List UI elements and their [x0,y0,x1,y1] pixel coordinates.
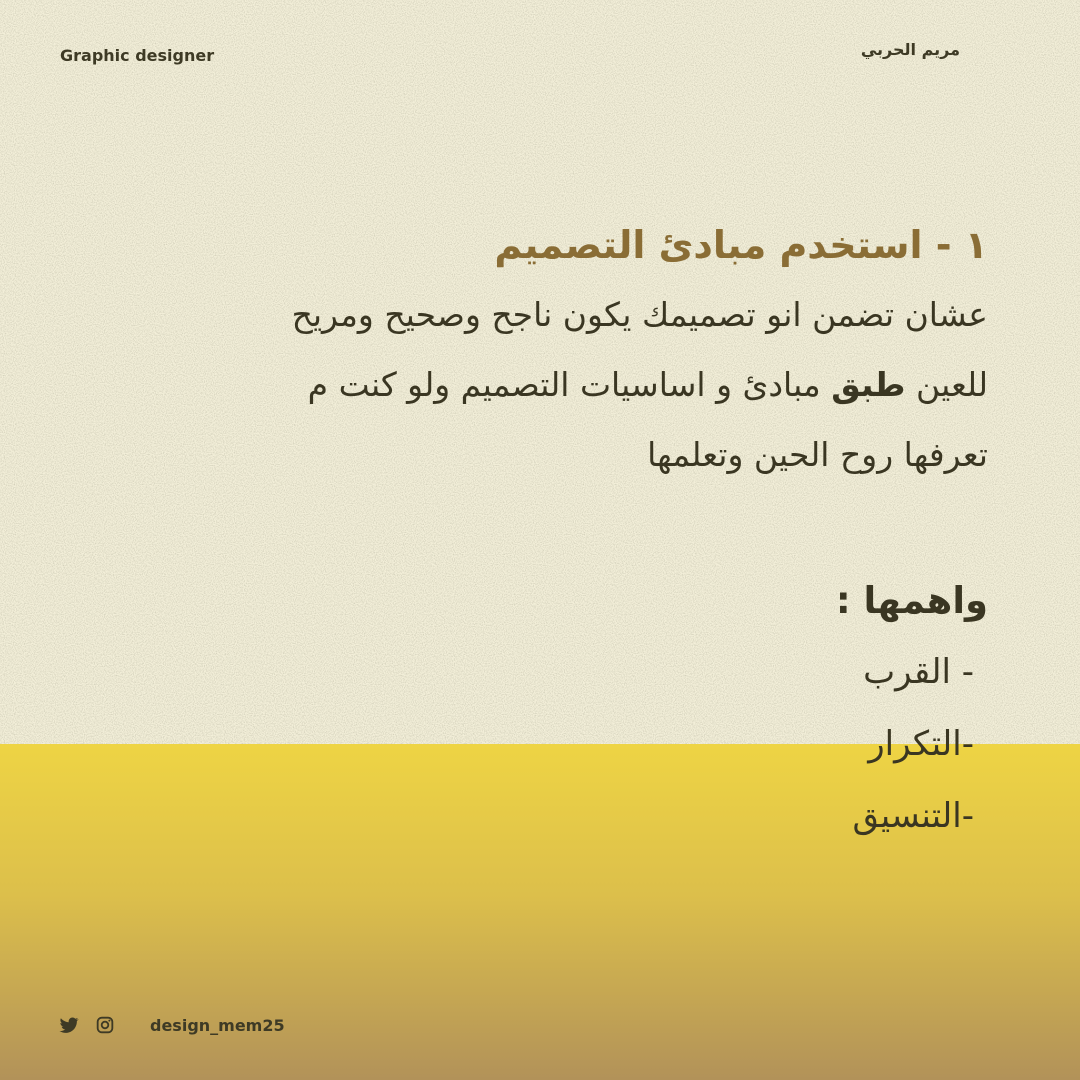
social-footer [58,1012,285,1038]
paragraph-bold-word: طبق [831,365,906,404]
paragraph-line-2-start: للعين [916,365,988,404]
list-item: -التكرار [868,724,974,764]
paragraph-line-1: عشان تضمن انو تصميمك يكون ناجح وصحيح ومريح [291,295,988,334]
paragraph-line-2-end: مبادئ و اساسيات التصميم ولو كنت م [307,365,821,404]
principles-list [128,636,988,852]
section-heading: ١ - استخدم مبادئ التصميم [494,223,988,267]
main-content [128,210,988,852]
social-handle[interactable]: design_mem25 [150,1015,285,1035]
list-subheading: واهمها : [835,579,988,622]
list-item: -التنسيق [852,796,974,836]
author-name: مريم الحربي [860,40,960,59]
body-paragraph [128,280,988,490]
twitter-icon[interactable] [58,1014,80,1036]
list-item: - القرب [863,652,974,692]
instagram-icon[interactable] [94,1014,116,1036]
role-label: Graphic designer [60,46,215,65]
paragraph-line-3: تعرفها روح الحين وتعلمها [647,435,988,474]
